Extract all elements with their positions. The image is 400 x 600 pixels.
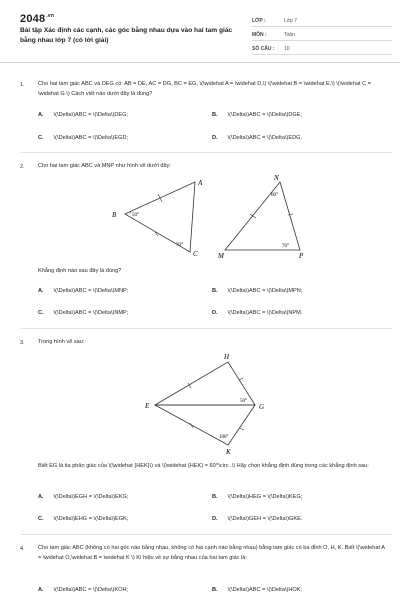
meta-mon-value: Toán (284, 32, 295, 38)
option-text: \(\Delta\)ABC = \(\Delta\)KOH; (53, 587, 129, 593)
q4-number: 4. (20, 546, 25, 552)
label-p: P (299, 252, 304, 260)
triangle-mnp (225, 182, 300, 250)
option-text: \(\Delta\)GEH = \(\Delta\)GKE. (227, 516, 303, 522)
option-letter: D. (212, 135, 218, 141)
divider (20, 534, 392, 535)
option-text: \(\Delta\)ABC = \(\Delta\)NPM. (227, 310, 303, 316)
divider (20, 152, 392, 153)
label-c: C (193, 250, 198, 258)
option-text: \(\Delta\)ABC = \(\Delta\)MNP; (53, 288, 129, 294)
meta-lop-label: LỚP : (252, 18, 266, 24)
divider (20, 328, 392, 329)
option-letter: B. (212, 587, 218, 593)
meta-mon (252, 29, 392, 41)
option-text: \(\Delta\)ABC = \(\Delta\)MPN; (227, 288, 303, 294)
option-letter: A. (38, 288, 44, 294)
option-letter: B. (212, 288, 218, 294)
angle-p: 70° (282, 244, 289, 249)
tick-mark (239, 378, 243, 380)
page-title: Bài tập Xác định các cạnh, các góc bằng nhau dựa vào hai tam giác bằng nhau lớp 7 (có lời giải) (20, 27, 233, 44)
option-text: \(\Delta\)ABC = \(\Delta\)NMP; (53, 310, 129, 316)
label-m: M (218, 252, 224, 260)
q1-option-a[interactable] (38, 112, 128, 118)
option-text: \(\Delta\)ABC = \(\Delta\)HOK; (227, 587, 303, 593)
brand-name: 2048 (20, 13, 46, 25)
q1-option-b[interactable] (212, 112, 302, 118)
option-letter: B. (212, 494, 218, 500)
q4-option-a[interactable] (38, 587, 128, 593)
q2-option-c[interactable] (38, 310, 128, 316)
q3-option-b[interactable] (212, 494, 302, 500)
option-text: \(\Delta\)ABC = \(\Delta\)EDG. (227, 135, 303, 141)
q3-figure (140, 350, 280, 458)
option-letter: A. (38, 587, 44, 593)
label-k: K (226, 448, 231, 456)
tick-mark (158, 194, 162, 202)
label-e: E (145, 402, 150, 410)
q4-option-b[interactable] (212, 587, 302, 593)
label-a: A (198, 179, 203, 187)
option-letter: C. (38, 310, 44, 316)
q2-number: 2. (20, 164, 25, 170)
q2-text: Cho hai tam giác ABC và MNP như hình vẽ dưới đây: (38, 163, 171, 169)
option-letter: B. (212, 112, 218, 118)
angle-c: 70° (176, 243, 183, 248)
option-text: \(\Delta\)EGH = \(\Delta\)EKG; (53, 494, 129, 500)
q3-option-c[interactable] (38, 516, 128, 522)
label-g: G (259, 403, 265, 411)
angle-n: 60° (271, 193, 278, 198)
triangle-ekg (155, 405, 255, 445)
meta-mon-label: MÔN : (252, 32, 267, 38)
q1-text: Cho hai tam giác ABC và DEG có: AB = DE, AC = DG, BC = EG, \(\widehat A = \widehat D,\) \(\widehat B = \widehat E,\) \(\widehat C = \widehat G.\) Cách viết nào dưới đây là đúng? (38, 81, 371, 97)
option-letter: C. (38, 135, 44, 141)
meta-lop (252, 15, 392, 27)
option-letter: A. (38, 112, 44, 118)
meta-socau (252, 43, 392, 55)
meta-socau-label: SỐ CÂU : (252, 46, 275, 52)
option-text: \(\Delta\)ABC = \(\Delta\)EGD; (53, 135, 129, 141)
option-text: \(\Delta\)ABC = \(\Delta\)DGE; (227, 112, 303, 118)
q1-option-d[interactable] (212, 135, 302, 141)
brand-logo[interactable] (20, 13, 54, 25)
q3-option-d[interactable] (212, 516, 302, 522)
tick-mark (240, 428, 244, 430)
option-letter: A. (38, 494, 44, 500)
meta-lop-value: Lớp 7 (284, 18, 298, 24)
q3-prompt: Biết EG là tia phân giác của \(\widehat {HEK}\) và \(\widehat {HEK} = 60^\circ .\) Hãy chọn khẳng định đúng trong các khẳng định sau: (38, 463, 369, 469)
q2-option-b[interactable] (212, 288, 302, 294)
angle-g: 50° (240, 399, 247, 404)
q2-prompt: Khẳng định nào sau đây là đúng? (38, 268, 122, 274)
angle-b: 50° (132, 213, 139, 218)
q4-text: Cho tam giác ABC (không có hai góc nào bằng nhau, không có hai cạnh nào bằng nhau) bằng tam giác có ba đỉnh O, H, K. Biết \(\widehat A = \widehat O,\widehat B = \widehat K \) Kí hiệu về sự bằng nhau của hai tam giác là: (38, 545, 385, 561)
q2-option-d[interactable] (212, 310, 302, 316)
q2-figure (100, 172, 304, 262)
label-n: N (274, 174, 279, 182)
angle-k: 100° (219, 435, 229, 440)
q2-option-a[interactable] (38, 288, 128, 294)
q1-option-c[interactable] (38, 135, 128, 141)
label-h: H (224, 353, 230, 361)
option-letter: D. (212, 516, 218, 522)
q3-option-a[interactable] (38, 494, 128, 500)
q3-number: 3. (20, 340, 25, 346)
meta-socau-value: 10 (284, 46, 290, 52)
tick-mark (288, 214, 293, 215)
option-letter: C. (38, 516, 44, 522)
option-letter: D. (212, 310, 218, 316)
option-text: \(\Delta\)HEG = \(\Delta\)KEG; (227, 494, 303, 500)
header (0, 0, 400, 63)
q1-number: 1. (20, 82, 25, 88)
option-text: \(\Delta\)EHG = \(\Delta\)EGK; (53, 516, 129, 522)
label-b: B (112, 211, 117, 219)
brand-tld: .vn (46, 13, 55, 20)
option-text: \(\Delta\)ABC = \(\Delta\)DEG; (53, 112, 129, 118)
q3-text: Trong hình vẽ sau: (38, 339, 85, 345)
